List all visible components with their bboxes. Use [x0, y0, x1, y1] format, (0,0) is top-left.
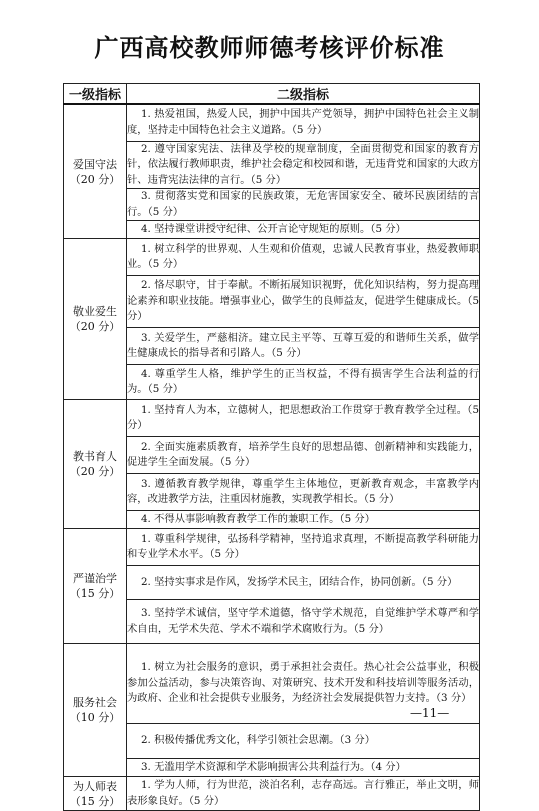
table-row: [64, 276, 480, 328]
document-title: 广西高校教师师德考核评价标准: [94, 34, 445, 62]
table-row: [64, 511, 480, 529]
criterion-cell: [127, 328, 480, 365]
criterion-text: 1. 坚持育人为本，立德树人，把思想政治工作贯穿于教育教学全过程。（5 分）: [127, 403, 479, 431]
criterion-text: 3. 遵循教育教学规律，尊重学生主体地位，更新教育观念，丰富教学内容，改进教学方法，注重因材施教，实现教学相长。（5 分）: [127, 477, 479, 505]
criterion-cell: [127, 437, 480, 474]
table-row: [64, 474, 480, 511]
table-row: [64, 400, 480, 437]
criterion-text: 4. 尊重学生人格，维护学生的正当权益，不得有损害学生合法利益的行为。（5 分）: [127, 367, 479, 395]
header-level1: 一级指标: [64, 84, 127, 105]
table-row: [64, 104, 480, 141]
criterion-text: 1. 学为人师，行为世范，淡泊名利，志存高远。言行雅正，举止文明，师表形象良好。（5 分）: [127, 779, 479, 807]
criterion-text: 3. 关爱学生，严慈相济。建立民主平等、互尊互爱的和谐师生关系，做学生健康成长的指导者和引路人。（5 分）: [127, 331, 479, 359]
criterion-text: 3. 无滥用学术资源和学术影响损害公共利益行为。（4 分）: [141, 760, 406, 773]
table-row: [64, 141, 480, 189]
table-row: [64, 328, 480, 365]
category-score: （20 分）: [69, 172, 121, 186]
table-row: [64, 365, 480, 400]
table-row: [64, 600, 480, 644]
criterion-cell: [127, 239, 480, 276]
category-score: （20 分）: [69, 465, 121, 478]
page-number: —11—: [410, 706, 450, 720]
table-row: [64, 437, 480, 474]
criterion-text: 1. 尊重科学规律，弘扬科学精神，坚持追求真理，不断提高教学科研能力和专业学术水平。（5 分）: [127, 532, 479, 560]
criterion-cell: [127, 104, 480, 141]
table-row: [64, 529, 480, 566]
criterion-cell: [127, 276, 480, 328]
category-name: 严谨治学: [73, 572, 117, 585]
criterion-text: 2. 遵守国家宪法、法律及学校的规章制度，全面贯彻党和国家的教育方针，依法履行教师职责，维护社会稳定和校园和谐，无违背党和国家的大政方针、违背宪法法律的言行。（5 分）: [127, 142, 479, 186]
table-row: [64, 724, 480, 759]
category-score: （15 分）: [69, 587, 121, 600]
category-score: （10 分）: [69, 711, 121, 724]
criterion-text: 1. 热爱祖国，热爱人民，拥护中国共产党领导，拥护中国特色社会主义制度，坚持走中国特色社会主义道路。（5 分）: [127, 108, 479, 136]
criterion-text: 3. 坚持学术诚信，坚守学术道德，恪守学术规范，自觉维护学术尊严和学术自由，无学术失范、学术不端和学术腐败行为。（5 分）: [127, 607, 479, 635]
criterion-cell: [127, 777, 480, 811]
criterion-cell: [127, 141, 480, 189]
table-body: [64, 104, 480, 811]
criterion-text: 2. 全面实施素质教育，培养学生良好的思想品德、创新精神和实践能力，促进学生全面发展。（5 分）: [127, 440, 479, 468]
category-cell: [64, 239, 127, 400]
criterion-text: 2. 坚持实事求是作风，发扬学术民主，团结合作，协同创新。（5 分）: [141, 575, 458, 588]
criterion-text: 4. 不得从事影响教育教学工作的兼职工作。（5 分）: [141, 512, 376, 525]
criterion-cell: [127, 566, 480, 600]
criterion-cell: [127, 600, 480, 644]
table-row: [64, 189, 480, 221]
category-cell: [64, 644, 127, 777]
category-name: 为人师表: [73, 779, 117, 793]
criterion-cell: [127, 511, 480, 529]
criterion-cell: [127, 189, 480, 221]
criterion-text: 4. 坚持课堂讲授守纪律、公开言论守规矩的原则。（5 分）: [141, 222, 406, 235]
table-row: [64, 566, 480, 600]
criterion-text: 1. 树立为社会服务的意识，勇于承担社会责任。热心社会公益事业，积极参加公益活动，参与决策咨询、对策研究、技术开发和科技培训等服务活动，为政府、企业和社会提供专业服务，为经济社会发展提供智力支持。（3 分）: [127, 661, 479, 705]
table-row: [64, 239, 480, 276]
criterion-text: 2. 恪尽职守，甘于奉献。不断拓展知识视野，优化知识结构，努力提高理论素养和职业技能。增强事业心，做学生的良师益友，促进学生健康成长。（5 分）: [127, 279, 479, 323]
table-header-row: [64, 84, 480, 105]
category-name: 教书育人: [73, 450, 117, 463]
category-score: （15 分）: [69, 794, 121, 808]
criterion-cell: [127, 724, 480, 759]
criterion-cell: [127, 474, 480, 511]
category-name: 敬业爱生: [73, 305, 117, 318]
category-name: 爱国守法: [73, 157, 117, 171]
evaluation-table: [63, 83, 480, 811]
table-row: [64, 777, 480, 811]
category-cell: [64, 777, 127, 811]
header-level2: 二级指标: [127, 84, 480, 105]
category-cell: [64, 400, 127, 529]
category-cell: [64, 104, 127, 239]
criterion-cell: [127, 759, 480, 777]
criterion-cell: [127, 221, 480, 239]
category-score: （20 分）: [69, 320, 121, 333]
table-row: [64, 759, 480, 777]
table-row: [64, 221, 480, 239]
category-name: 服务社会: [73, 696, 117, 709]
criterion-cell: [127, 365, 480, 400]
criterion-text: 3. 贯彻落实党和国家的民族政策，无危害国家安全、破坏民族团结的言行。（5 分）: [127, 190, 479, 218]
category-cell: [64, 529, 127, 644]
criterion-text: 1. 树立科学的世界观、人生观和价值观，忠诚人民教育事业，热爱教师职业。（5 分）: [127, 242, 479, 270]
criterion-text: 2. 积极传播优秀文化，科学引领社会思潮。（3 分）: [141, 734, 376, 747]
criterion-cell: [127, 529, 480, 566]
criterion-cell: [127, 400, 480, 437]
